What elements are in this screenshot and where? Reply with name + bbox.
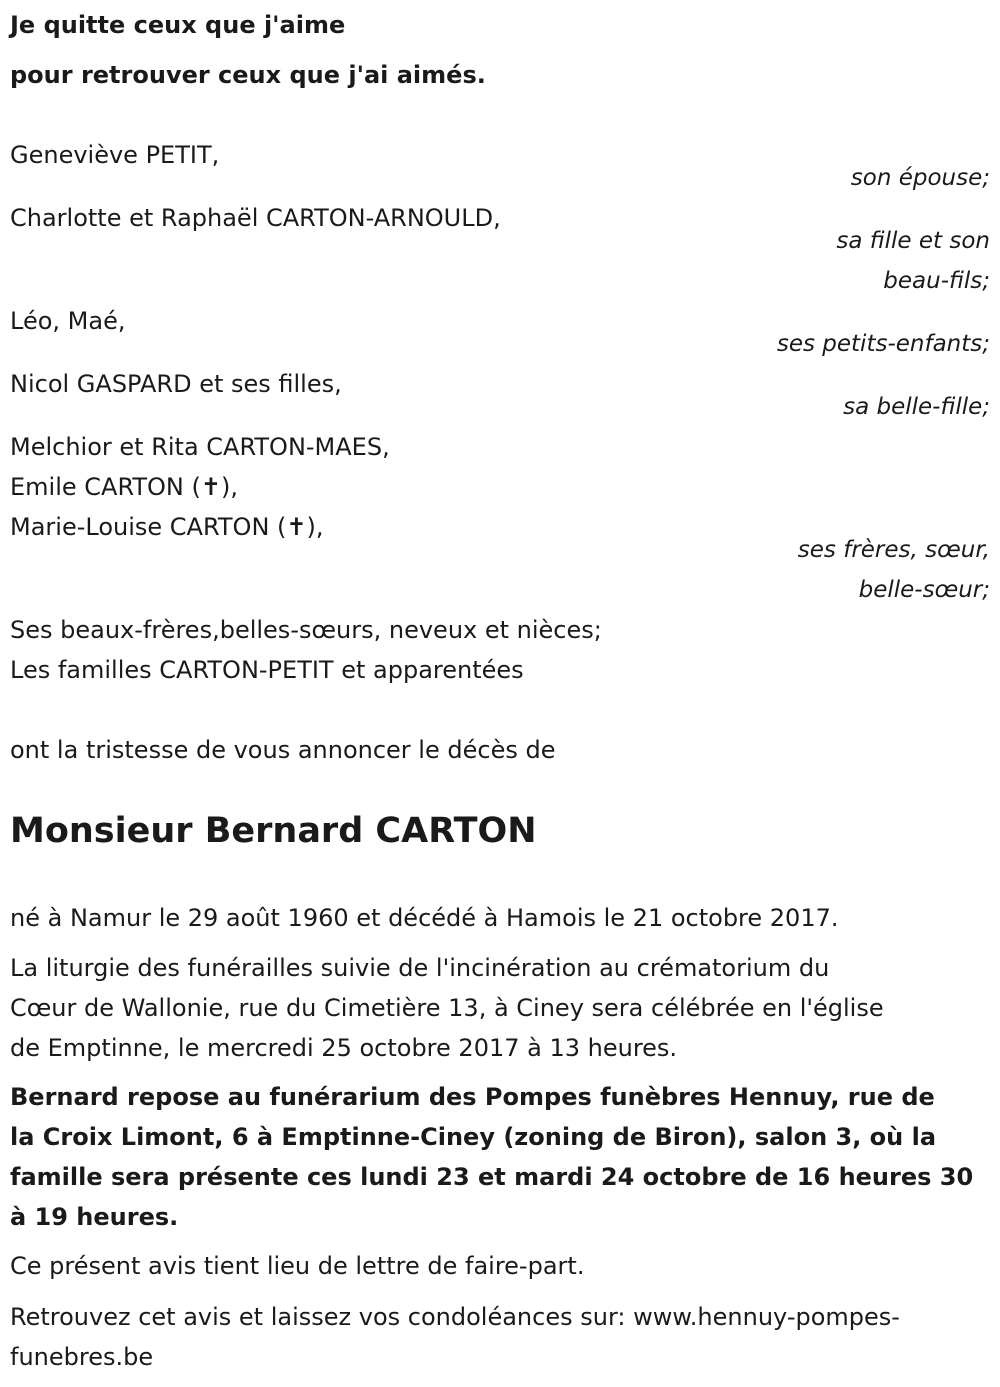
family-name-spouse: Geneviève PETIT,	[10, 141, 220, 169]
announcement-text: ont la tristesse de vous annoncer le décès de	[10, 736, 556, 764]
visitation-paragraph	[10, 1077, 990, 1237]
others-line-1: Ses beaux-frères,belles-sœurs, neveux et nièces;	[10, 616, 602, 644]
relation-spouse: son épouse;	[850, 165, 990, 191]
obituary-page	[10, 0, 990, 1387]
relation-daughter-in-law: sa belle-fille;	[843, 394, 990, 420]
sibling-line-2: Emile CARTON (✝),	[10, 473, 238, 501]
notice-text: Ce présent avis tient lieu de lettre de faire-part.	[10, 1252, 585, 1280]
sibling-line-1: Melchior et Rita CARTON-MAES,	[10, 433, 390, 461]
sibling-line-3: Marie-Louise CARTON (✝),	[10, 513, 324, 541]
condolences-line-1: Retrouvez cet avis et laissez vos condoléances sur: www.hennuy-pompes-	[10, 1303, 900, 1331]
visitation-line-4: à 19 heures.	[10, 1203, 179, 1231]
visitation-line-1: Bernard repose au funérarium des Pompes funèbres Hennuy, rue de	[10, 1083, 935, 1111]
family-name-grandchildren: Léo, Maé,	[10, 307, 126, 335]
relation-siblings-line-2: belle-sœur;	[858, 577, 990, 603]
family-name-daughter-in-law: Nicol GASPARD et ses filles,	[10, 370, 342, 398]
liturgy-line-1: La liturgie des funérailles suivie de l'incinération au crématorium du	[10, 954, 830, 982]
deceased-name: Monsieur Bernard CARTON	[10, 811, 537, 851]
birth-death-text: né à Namur le 29 août 1960 et décédé à Hamois le 21 octobre 2017.	[10, 904, 839, 932]
relation-daughter-line-2: beau-fils;	[883, 268, 990, 294]
visitation-line-2: la Croix Limont, 6 à Emptinne-Ciney (zoning de Biron), salon 3, où la	[10, 1123, 937, 1151]
liturgy-line-3: de Emptinne, le mercredi 25 octobre 2017 à 13 heures.	[10, 1034, 678, 1062]
relation-daughter-line-1: sa fille et son	[836, 228, 990, 254]
condolences-paragraph	[10, 1297, 990, 1377]
quote-line-1: Je quitte ceux que j'aime	[10, 11, 346, 39]
others-line-2: Les familles CARTON-PETIT et apparentées	[10, 656, 524, 684]
quote-line-2: pour retrouver ceux que j'ai aimés.	[10, 61, 486, 89]
family-name-daughter: Charlotte et Raphaël CARTON-ARNOULD,	[10, 204, 501, 232]
relation-siblings-line-1: ses frères, sœur,	[797, 537, 990, 563]
liturgy-line-2: Cœur de Wallonie, rue du Cimetière 13, à Ciney sera célébrée en l'église	[10, 994, 884, 1022]
visitation-line-3: famille sera présente ces lundi 23 et mardi 24 octobre de 16 heures 30	[10, 1163, 974, 1191]
liturgy-paragraph	[10, 948, 990, 1068]
relation-grandchildren: ses petits-enfants;	[776, 331, 990, 357]
condolences-line-2: funebres.be	[10, 1343, 154, 1371]
